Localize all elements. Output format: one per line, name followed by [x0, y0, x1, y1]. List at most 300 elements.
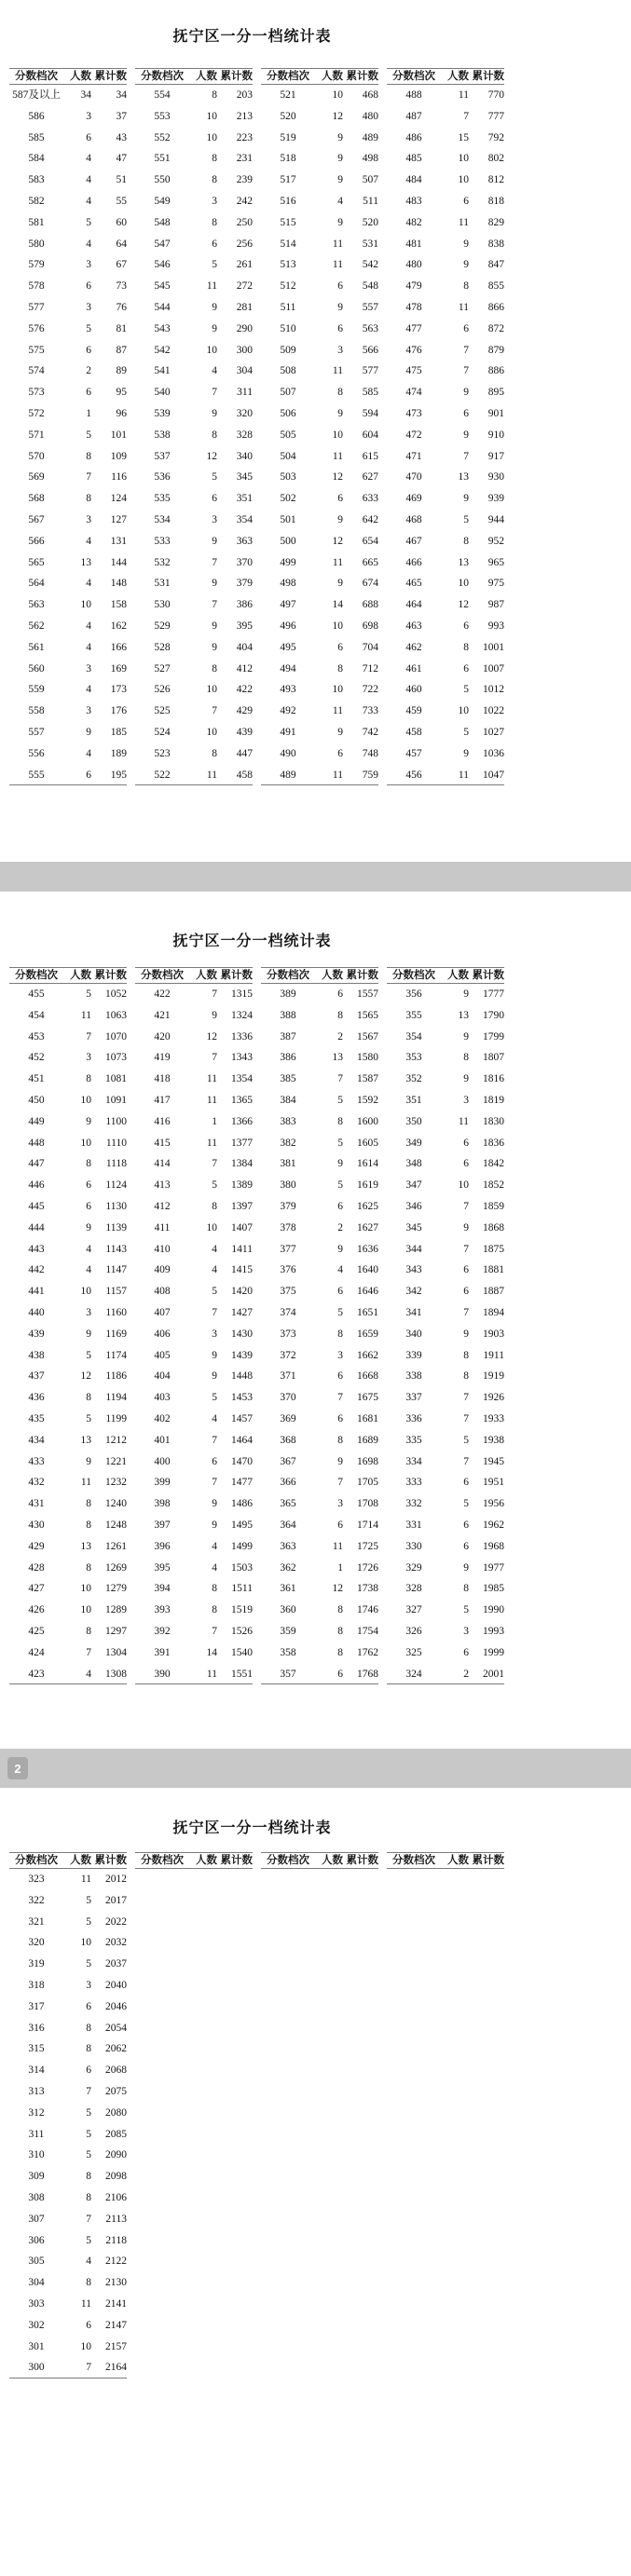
score-cell: 405: [154, 1349, 171, 1361]
cumulative-cell: 1977: [483, 1561, 504, 1574]
count-cell: 8: [337, 1009, 343, 1021]
score-cell: 389: [280, 988, 296, 1000]
cumulative-cell: 213: [236, 110, 253, 122]
cumulative-cell: 1091: [105, 1094, 127, 1106]
cumulative-cell: 176: [110, 705, 127, 717]
cumulative-cell: 379: [236, 578, 253, 590]
table-row: [135, 1387, 253, 1409]
cumulative-cell: 2085: [105, 2128, 127, 2140]
count-cell: 4: [86, 1243, 91, 1255]
score-cell: 517: [280, 174, 296, 186]
cumulative-cell: 1464: [231, 1434, 253, 1446]
score-cell: 515: [280, 216, 296, 228]
cumulative-cell: 1708: [357, 1498, 378, 1510]
table-row: [261, 297, 378, 319]
table-row: [387, 1409, 504, 1430]
score-cell: 489: [280, 769, 296, 781]
table-header-row: [387, 1852, 504, 1869]
score-cell: 534: [154, 513, 171, 525]
table-header-row: [9, 1852, 127, 1869]
score-table-group: [261, 68, 378, 785]
count-cell: 8: [463, 535, 469, 547]
score-cell: 524: [154, 726, 171, 738]
cumulative-cell: 311: [237, 387, 253, 399]
cumulative-cell: 1636: [357, 1243, 378, 1255]
score-cell: 402: [154, 1412, 171, 1424]
table-row: [9, 467, 127, 488]
count-cell: 1: [337, 1561, 343, 1574]
count-cell: 8: [212, 1604, 217, 1616]
score-cell: 570: [28, 450, 45, 462]
table-row: [387, 1430, 504, 1452]
count-cell: 5: [86, 1349, 91, 1361]
page-title: 抚宁区一分一档统计表: [172, 934, 332, 949]
count-cell: 9: [463, 238, 469, 250]
score-cell: 348: [405, 1158, 422, 1170]
cumulative-cell: 1911: [483, 1349, 504, 1361]
column-header-score: 分数档次: [392, 970, 435, 981]
table-row: [261, 1239, 378, 1261]
score-cell: 560: [28, 662, 45, 675]
count-cell: 4: [86, 174, 91, 186]
score-cell: 531: [154, 578, 171, 590]
cumulative-cell: 2022: [105, 1915, 127, 1928]
score-cell: 569: [28, 471, 45, 484]
table-row: [261, 1260, 378, 1281]
table-row: [387, 1069, 504, 1090]
table-row: [9, 446, 127, 468]
count-cell: 14: [206, 1646, 217, 1658]
table-row: [9, 1472, 127, 1493]
count-cell: 2: [337, 1030, 343, 1043]
score-cell: 319: [28, 1958, 45, 1970]
table-row: [9, 148, 127, 170]
score-cell: 431: [28, 1498, 45, 1510]
table-row: [261, 234, 378, 255]
score-cell: 566: [28, 535, 45, 547]
cumulative-cell: 404: [236, 641, 253, 653]
table-row: [9, 1302, 127, 1324]
table-row: [387, 1452, 504, 1473]
table-row: [9, 722, 127, 743]
score-cell: 511: [280, 301, 296, 313]
count-cell: 6: [463, 1540, 469, 1552]
cumulative-cell: 1600: [357, 1115, 378, 1127]
table-row: [135, 1153, 253, 1175]
table-header-row: [135, 967, 253, 984]
table-row: [9, 2209, 127, 2230]
count-cell: 5: [86, 1958, 91, 1970]
cumulative-cell: 1968: [483, 1540, 504, 1552]
score-cell: 568: [28, 493, 45, 505]
count-cell: 8: [86, 2277, 91, 2289]
count-cell: 5: [212, 259, 217, 271]
score-cell: 488: [405, 89, 422, 101]
score-cell: 424: [28, 1646, 45, 1658]
count-cell: 6: [463, 407, 469, 419]
cumulative-cell: 1807: [483, 1052, 504, 1064]
table-row: [261, 984, 378, 1005]
table-row: [9, 1912, 127, 1933]
table-row: [135, 382, 253, 403]
score-cell: 333: [405, 1477, 422, 1489]
column-header-cumulative: 累计数: [220, 1855, 253, 1866]
table-row: [135, 106, 253, 128]
score-cell: 376: [280, 1264, 296, 1276]
cumulative-cell: 910: [487, 429, 504, 441]
cumulative-cell: 2001: [483, 1668, 504, 1680]
count-cell: 10: [80, 2340, 91, 2352]
count-cell: 4: [212, 1561, 217, 1574]
count-cell: 6: [337, 1370, 343, 1383]
cumulative-cell: 1457: [231, 1412, 253, 1424]
count-cell: 7: [212, 1625, 217, 1637]
table-row: [135, 425, 253, 446]
score-cell: 377: [280, 1243, 296, 1255]
count-cell: 7: [337, 1477, 343, 1489]
count-cell: 3: [212, 513, 217, 525]
cumulative-cell: 566: [362, 344, 378, 356]
count-cell: 3: [337, 344, 343, 356]
table-row: [261, 1175, 378, 1196]
cumulative-cell: 290: [236, 322, 253, 334]
count-cell: 7: [86, 2085, 91, 2097]
cumulative-cell: 2130: [105, 2277, 127, 2289]
count-cell: 8: [463, 1052, 469, 1064]
cumulative-cell: 1659: [357, 1328, 378, 1340]
score-cell: 582: [28, 195, 45, 207]
table-row: [261, 573, 378, 594]
table-row: [135, 679, 253, 701]
cumulative-cell: 395: [236, 620, 253, 632]
count-cell: 9: [337, 174, 343, 186]
cumulative-cell: 1486: [231, 1498, 253, 1510]
cumulative-cell: 345: [236, 471, 253, 484]
cumulative-cell: 1336: [231, 1030, 253, 1043]
score-cell: 400: [154, 1455, 171, 1467]
score-cell: 502: [280, 493, 296, 505]
count-cell: 7: [212, 705, 217, 717]
table-row: [387, 1133, 504, 1154]
count-cell: 4: [86, 641, 91, 653]
count-cell: 8: [337, 1434, 343, 1446]
cumulative-cell: 1169: [105, 1328, 127, 1340]
score-cell: 549: [154, 195, 171, 207]
count-cell: 11: [332, 259, 343, 271]
score-cell: 473: [405, 407, 422, 419]
score-cell: 520: [280, 110, 296, 122]
table-row: [261, 1642, 378, 1664]
table-row: [387, 1302, 504, 1324]
count-cell: 11: [458, 216, 469, 228]
cumulative-cell: 1519: [231, 1604, 253, 1616]
cumulative-cell: 2040: [105, 1979, 127, 1991]
cumulative-cell: 872: [487, 322, 504, 334]
count-cell: 9: [463, 1030, 469, 1043]
table-row: [9, 403, 127, 425]
score-table-group: [387, 68, 504, 785]
table-row: [9, 2337, 127, 2358]
table-row: [261, 1005, 378, 1027]
table-row: [9, 1493, 127, 1515]
cumulative-cell: 1430: [231, 1328, 253, 1340]
score-cell: 372: [280, 1349, 296, 1361]
count-cell: 9: [337, 301, 343, 313]
cumulative-cell: 37: [116, 110, 127, 122]
cumulative-cell: 1100: [105, 1115, 127, 1127]
table-row: [261, 170, 378, 191]
count-cell: 13: [80, 556, 91, 568]
table-row: [9, 488, 127, 510]
cumulative-cell: 507: [362, 174, 378, 186]
score-cell: 375: [280, 1286, 296, 1298]
table-row: [135, 1047, 253, 1069]
cumulative-cell: 855: [487, 280, 504, 293]
cumulative-cell: 1232: [105, 1477, 127, 1489]
score-cell: 432: [28, 1477, 45, 1489]
count-cell: 10: [80, 1583, 91, 1595]
score-cell: 476: [405, 344, 422, 356]
count-cell: 9: [463, 429, 469, 441]
score-cell: 314: [28, 2065, 45, 2077]
count-cell: 8: [463, 1349, 469, 1361]
count-cell: 11: [458, 1115, 469, 1127]
cumulative-cell: 351: [236, 493, 253, 505]
cumulative-cell: 231: [236, 153, 253, 165]
count-cell: 8: [86, 1561, 91, 1574]
table-row: [261, 1621, 378, 1642]
count-cell: 3: [212, 1328, 217, 1340]
score-cell: 429: [28, 1540, 45, 1552]
count-cell: 7: [212, 1306, 217, 1318]
score-cell: 449: [28, 1115, 45, 1127]
table-row: [135, 1515, 253, 1536]
count-cell: 8: [337, 387, 343, 399]
score-cell: 378: [280, 1221, 296, 1233]
table-row: [9, 170, 127, 191]
count-cell: 8: [86, 2043, 91, 2055]
score-cell: 541: [154, 365, 171, 377]
count-cell: 12: [206, 450, 217, 462]
score-cell: 522: [154, 769, 171, 781]
table-row: [135, 148, 253, 170]
table-row: [135, 1536, 253, 1558]
cumulative-cell: 2118: [105, 2234, 127, 2246]
count-cell: 7: [212, 1052, 217, 1064]
cumulative-cell: 439: [236, 726, 253, 738]
score-cell: 539: [154, 407, 171, 419]
cumulative-cell: 1625: [357, 1200, 378, 1212]
score-cell: 346: [405, 1200, 422, 1212]
score-cell: 523: [154, 747, 171, 759]
count-cell: 8: [463, 1583, 469, 1595]
table-row: [387, 1387, 504, 1409]
count-cell: 6: [463, 662, 469, 675]
score-cell: 335: [405, 1434, 422, 1446]
count-cell: 9: [463, 387, 469, 399]
count-cell: 8: [86, 493, 91, 505]
count-cell: 10: [332, 429, 343, 441]
cumulative-cell: 939: [487, 493, 504, 505]
cumulative-cell: 1397: [231, 1200, 253, 1212]
count-cell: 10: [332, 684, 343, 696]
score-cell: 362: [280, 1561, 296, 1574]
table-row: [387, 340, 504, 361]
table-row: [387, 1239, 504, 1261]
table-row: [9, 1133, 127, 1154]
table-row: [9, 1578, 127, 1600]
score-cell: 516: [280, 195, 296, 207]
table-row: [261, 1578, 378, 1600]
column-header-score: 分数档次: [15, 970, 58, 981]
table-row: [261, 552, 378, 574]
cumulative-cell: 1999: [483, 1646, 504, 1658]
count-cell: 11: [458, 89, 469, 101]
score-cell: 442: [28, 1264, 45, 1276]
score-cell: 542: [154, 344, 171, 356]
cumulative-cell: 1470: [231, 1455, 253, 1467]
score-cell: 454: [28, 1009, 45, 1021]
score-cell: 508: [280, 365, 296, 377]
table-row: [9, 1430, 127, 1452]
cumulative-cell: 1199: [105, 1412, 127, 1424]
table-row: [9, 2081, 127, 2103]
score-cell: 493: [280, 684, 296, 696]
cumulative-cell: 43: [116, 131, 127, 143]
cumulative-cell: 304: [236, 365, 253, 377]
table-row: [387, 1005, 504, 1027]
count-cell: 7: [212, 1434, 217, 1446]
score-cell: 512: [280, 280, 296, 293]
cumulative-cell: 1007: [483, 662, 504, 675]
count-cell: 5: [337, 1094, 343, 1106]
score-cell: 498: [280, 578, 296, 590]
score-cell: 450: [28, 1094, 45, 1106]
score-cell: 395: [154, 1561, 171, 1574]
count-cell: 4: [86, 195, 91, 207]
table-row: [135, 984, 253, 1005]
score-cell: 438: [28, 1349, 45, 1361]
cumulative-cell: 1448: [231, 1370, 253, 1383]
score-cell: 480: [405, 259, 422, 271]
score-cell: 448: [28, 1137, 45, 1149]
table-row: [135, 254, 253, 276]
count-cell: 3: [86, 1979, 91, 1991]
score-cell: 427: [28, 1583, 45, 1595]
score-cell: 501: [280, 513, 296, 525]
table-header-row: [261, 1852, 378, 1869]
score-cell: 468: [405, 513, 422, 525]
score-cell: 503: [280, 471, 296, 484]
count-cell: 8: [86, 2191, 91, 2203]
table-row: [9, 510, 127, 531]
document-page-3: [0, 1788, 631, 2576]
cumulative-cell: 1868: [483, 1221, 504, 1233]
score-cell: 492: [280, 705, 296, 717]
score-cell: 401: [154, 1434, 171, 1446]
table-row: [9, 212, 127, 234]
table-row: [9, 594, 127, 616]
table-row: [9, 1239, 127, 1261]
count-cell: 4: [86, 747, 91, 759]
score-cell: 530: [154, 599, 171, 611]
cumulative-cell: 1269: [105, 1561, 127, 1574]
cumulative-cell: 901: [487, 407, 504, 419]
cumulative-cell: 185: [110, 726, 127, 738]
cumulative-cell: 422: [236, 684, 253, 696]
score-cell: 323: [28, 1874, 45, 1885]
cumulative-cell: 1407: [231, 1221, 253, 1233]
table-row: [9, 2357, 127, 2378]
table-row: [387, 488, 504, 510]
cumulative-cell: 1926: [483, 1392, 504, 1404]
cumulative-cell: 585: [362, 387, 378, 399]
score-cell: 451: [28, 1073, 45, 1085]
column-header-score: 分数档次: [15, 71, 58, 82]
score-cell: 353: [405, 1052, 422, 1064]
cumulative-cell: 1993: [483, 1625, 504, 1637]
score-cell: 404: [154, 1370, 171, 1383]
score-cell: 352: [405, 1073, 422, 1085]
score-cell: 528: [154, 641, 171, 653]
score-cell: 485: [405, 153, 422, 165]
score-cell: 434: [28, 1434, 45, 1446]
table-row: [387, 128, 504, 149]
score-cell: 398: [154, 1498, 171, 1510]
column-header-score: 分数档次: [392, 1855, 435, 1866]
table-row: [387, 1558, 504, 1579]
cumulative-cell: 1790: [483, 1009, 504, 1021]
table-row: [261, 616, 378, 637]
count-cell: 7: [463, 365, 469, 377]
table-row: [387, 446, 504, 468]
count-cell: 5: [463, 1604, 469, 1616]
count-cell: 12: [332, 535, 343, 547]
count-cell: 8: [86, 450, 91, 462]
score-cell: 337: [405, 1392, 422, 1404]
cumulative-cell: 1389: [231, 1179, 253, 1192]
score-cell: 460: [405, 684, 422, 696]
score-cell: 552: [154, 131, 171, 143]
cumulative-cell: 320: [236, 407, 253, 419]
count-cell: 11: [332, 705, 343, 717]
score-cell: 380: [280, 1179, 296, 1192]
score-cell: 474: [405, 387, 422, 399]
table-row: [9, 679, 127, 701]
table-row: [387, 765, 504, 786]
count-cell: 15: [458, 131, 469, 143]
cumulative-cell: 1036: [483, 747, 504, 759]
table-row: [387, 1196, 504, 1218]
cumulative-cell: 1511: [231, 1583, 253, 1595]
table-row: [135, 1621, 253, 1642]
score-table-group: [387, 967, 504, 1684]
cumulative-cell: 363: [236, 535, 253, 547]
count-cell: 9: [212, 1370, 217, 1383]
count-cell: 8: [86, 1073, 91, 1085]
count-cell: 3: [86, 662, 91, 675]
column-header-score: 分数档次: [267, 970, 309, 981]
cumulative-cell: 548: [362, 280, 378, 293]
score-cell: 484: [405, 174, 422, 186]
table-row: [135, 552, 253, 574]
score-cell: 428: [28, 1561, 45, 1574]
table-row: [387, 594, 504, 616]
count-cell: 2: [337, 1221, 343, 1233]
table-row: [135, 637, 253, 659]
table-row: [387, 1260, 504, 1281]
cumulative-cell: 975: [487, 578, 504, 590]
